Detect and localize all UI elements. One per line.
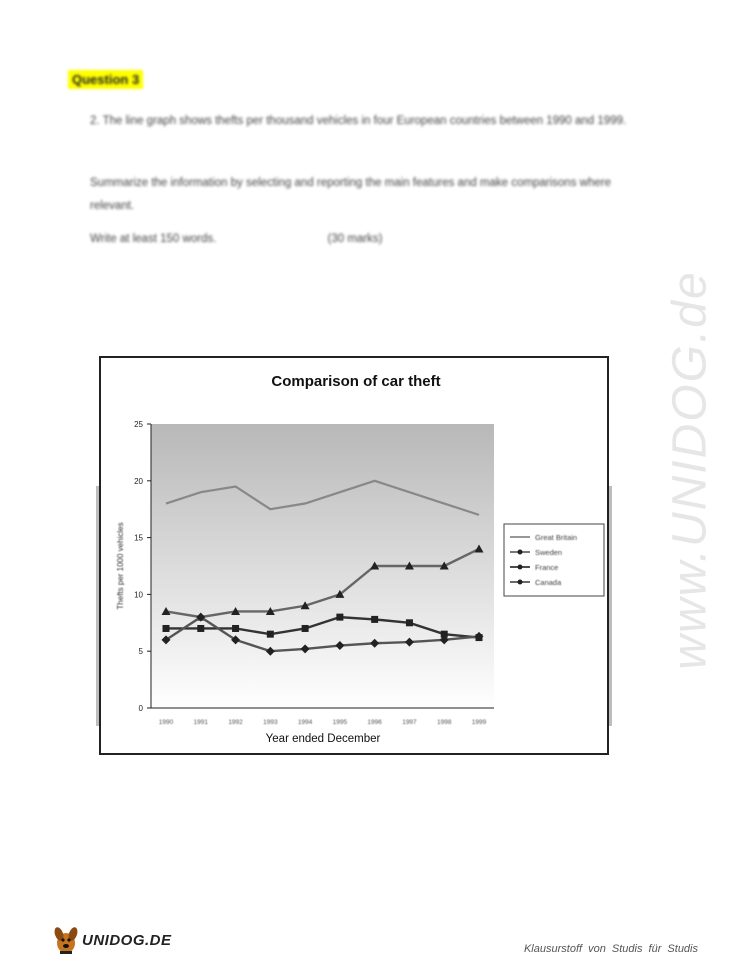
question-prompt: 2. The line graph shows thefts per thousand vehicles in four European countries between 1990 and 1999. <box>90 115 627 127</box>
x-tick-label: 1997 <box>402 719 417 726</box>
x-axis-label: Year ended December <box>265 733 381 745</box>
data-point-france <box>302 625 309 632</box>
question-instruction: Summarize the information by selecting and reporting the main features and make comparisons where relevant. <box>90 177 611 212</box>
data-point-france <box>336 614 343 621</box>
legend-marker <box>518 565 523 570</box>
x-tick-label: 1993 <box>263 719 278 726</box>
y-axis-label: Thefts per 1000 vehicles <box>116 522 125 610</box>
data-point-france <box>371 616 378 623</box>
watermark: www.UNIDOG.de <box>663 270 717 670</box>
y-tick-label: 20 <box>134 476 143 486</box>
question-requirements <box>90 228 650 251</box>
marks-label: (30 marks) <box>327 233 383 245</box>
legend-marker <box>518 550 523 555</box>
legend-label: Sweden <box>535 548 563 557</box>
x-tick-label: 1998 <box>436 719 452 726</box>
x-tick-label: 1999 <box>471 719 487 726</box>
legend-label: France <box>535 563 559 572</box>
x-tick-label: 1994 <box>297 719 313 726</box>
dog-logo-icon <box>52 925 80 955</box>
data-point-france <box>232 625 239 632</box>
data-point-france <box>267 631 274 638</box>
line-chart <box>101 358 607 753</box>
y-tick-label: 15 <box>134 533 143 543</box>
x-tick-label: 1995 <box>332 719 348 726</box>
y-tick-label: 5 <box>138 647 143 657</box>
data-point-france <box>163 625 170 632</box>
question-title: Question 3 <box>68 70 143 89</box>
x-tick-label: 1992 <box>228 719 243 726</box>
legend-label: Canada <box>535 578 562 587</box>
x-tick-label: 1996 <box>367 719 382 726</box>
footer-logo[interactable] <box>52 925 172 955</box>
chart-legend <box>504 524 604 596</box>
logo-text: UNIDOG.DE <box>82 931 172 949</box>
word-count-requirement: Write at least 150 words. <box>90 233 217 245</box>
footer-tagline: Klausurstoff von Studis für Studis <box>523 943 698 955</box>
chart-frame <box>99 356 609 755</box>
legend-label: Great Britain <box>535 533 578 542</box>
x-tick-label: 1990 <box>158 719 174 726</box>
y-tick-label: 25 <box>134 420 143 429</box>
x-tick-label: 1991 <box>193 719 209 726</box>
y-tick-label: 10 <box>134 590 143 600</box>
y-tick-label: 0 <box>138 704 143 713</box>
chart-title: Comparison of car theft <box>271 373 441 390</box>
legend-marker <box>518 580 523 585</box>
data-point-france <box>406 619 413 626</box>
data-point-france <box>197 625 204 632</box>
